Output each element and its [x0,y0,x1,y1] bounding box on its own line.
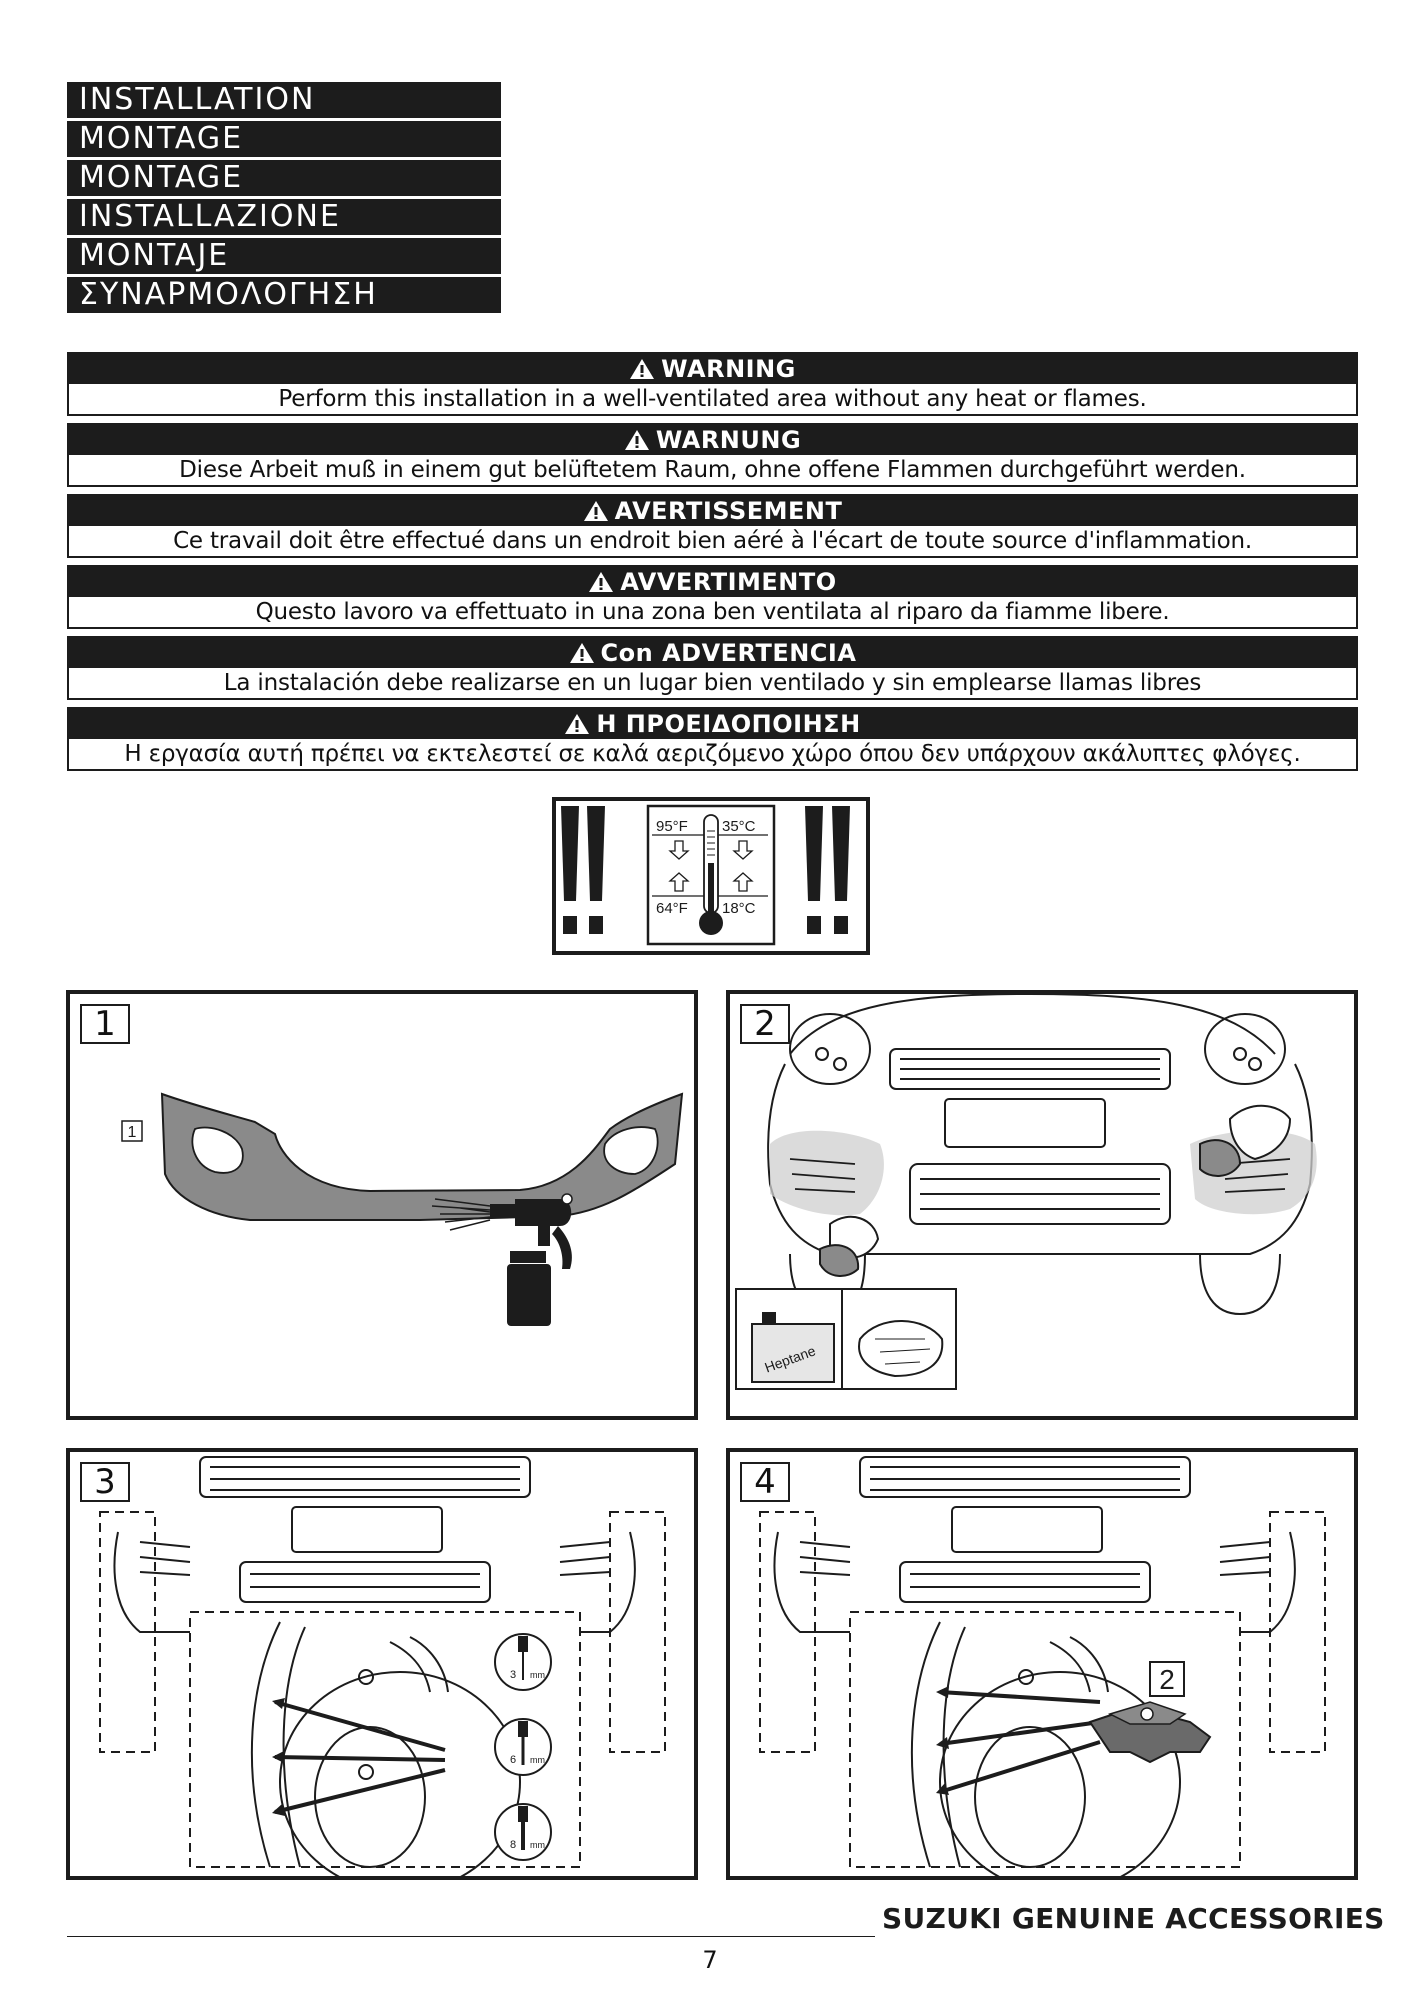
front-lip-spoiler-part [162,1094,682,1220]
warning-heading-text: WARNING [661,355,796,383]
car-front-view [774,1457,1294,1632]
step-2-illustration [730,994,1354,1416]
drill-unit: mm [530,1755,545,1765]
section-title-fr: MONTAGE [67,160,501,196]
min-temp-c: 18°C [722,900,756,917]
warning-box-el [67,707,1358,771]
drill-size: 8 [510,1839,517,1851]
step-4-panel [726,1448,1358,1880]
drill-size: 6 [510,1754,517,1766]
warning-triangle-icon [629,358,655,380]
warning-box-it [67,565,1358,629]
warning-triangle-icon [569,642,595,664]
step-4-illustration [730,1452,1354,1876]
heptane-label: Heptane [762,1342,818,1376]
warning-heading [69,354,1356,384]
warning-triangle-icon [564,713,590,735]
step-3-panel [66,1448,698,1880]
step-3-illustration [70,1452,694,1876]
warning-box-es [67,636,1358,700]
cloth-icon [859,1321,942,1376]
section-title-block [67,82,501,316]
footer-rule [67,1936,875,1937]
warnings-block [67,352,1358,778]
min-temp-f: 64°F [656,900,688,917]
warning-heading-text: AVERTISSEMENT [614,497,843,525]
warning-triangle-icon [588,571,614,593]
warning-box-en [67,352,1358,416]
brand-footer: SUZUKI GENUINE ACCESSORIES [882,1902,1385,1935]
warning-box-fr [67,494,1358,558]
warning-triangle-icon [583,500,609,522]
detail-callout-box [760,1512,1325,1867]
exclamation-icon [805,806,850,934]
page-number: 7 [702,1946,718,1974]
car-front-view [114,1457,634,1632]
drill-size: 3 [510,1669,517,1681]
part-label: 1 [127,1124,137,1141]
warning-heading [69,425,1356,455]
warning-text: Ce travail doit être effectué dans un endroit bien aéré à l'écart de toute source d'inflammation. [173,528,1252,554]
step-2-panel [726,990,1358,1420]
max-temp-c: 35°C [722,818,756,835]
warning-text: Diese Arbeit muß in einem gut belüftetem Raum, ohne offene Flammen durchgeführt werden. [179,457,1246,483]
warning-heading [69,496,1356,526]
step-number: 1 [80,1004,130,1044]
warning-heading [69,709,1356,739]
drill-bit-6mm-icon [495,1719,551,1775]
step-number: 2 [740,1004,790,1044]
warning-heading [69,567,1356,597]
temperature-graphic [556,801,866,951]
warning-text: Questo lavoro va effettuato in una zona ben ventilata al riparo da fiamme libere. [255,599,1170,625]
section-title-en: INSTALLATION [67,82,501,118]
warning-text: Perform this installation in a well-ventilated area without any heat or flames. [278,386,1147,412]
warning-text: La instalación debe realizarse en un lugar bien ventilado y sin emplearse llamas libres [223,670,1202,696]
drill-bit-8mm-icon [495,1804,551,1860]
step-number: 3 [80,1462,130,1502]
warning-text: Η εργασία αυτή πρέπει να εκτελεστεί σε καλά αεριζόμενο χώρο όπου δεν υπάρχουν ακάλυπτες φλόγες. [124,741,1301,767]
warning-heading-text: WARNUNG [655,426,802,454]
section-title-es: MONTAJE [67,238,501,274]
section-title-el: ΣΥΝΑΡΜΟΛΟΓΗΣΗ [67,277,501,313]
step-1-illustration [70,994,694,1416]
warning-heading-text: Con ADVERTENCIA [600,639,857,667]
section-title-de: MONTAGE [67,121,501,157]
exclamation-icon [561,806,605,934]
part-label: 2 [1159,1664,1175,1695]
max-temp-f: 95°F [656,818,688,835]
warning-triangle-icon [624,429,650,451]
warning-heading-text: Η ΠΡΟΕΙΔΟΠΟΙΗΣΗ [596,710,861,738]
warning-heading-text: AVVERTIMENTO [620,568,837,596]
warning-box-de [67,423,1358,487]
drill-unit: mm [530,1840,545,1850]
warning-heading [69,638,1356,668]
detail-callout-box [100,1512,665,1867]
step-1-panel [66,990,698,1420]
temperature-range-pictogram [552,797,870,955]
spray-gun-icon [490,1194,572,1326]
drill-bit-3mm-icon [495,1634,551,1690]
step-number: 4 [740,1462,790,1502]
section-title-it: INSTALLAZIONE [67,199,501,235]
drill-unit: mm [530,1670,545,1680]
